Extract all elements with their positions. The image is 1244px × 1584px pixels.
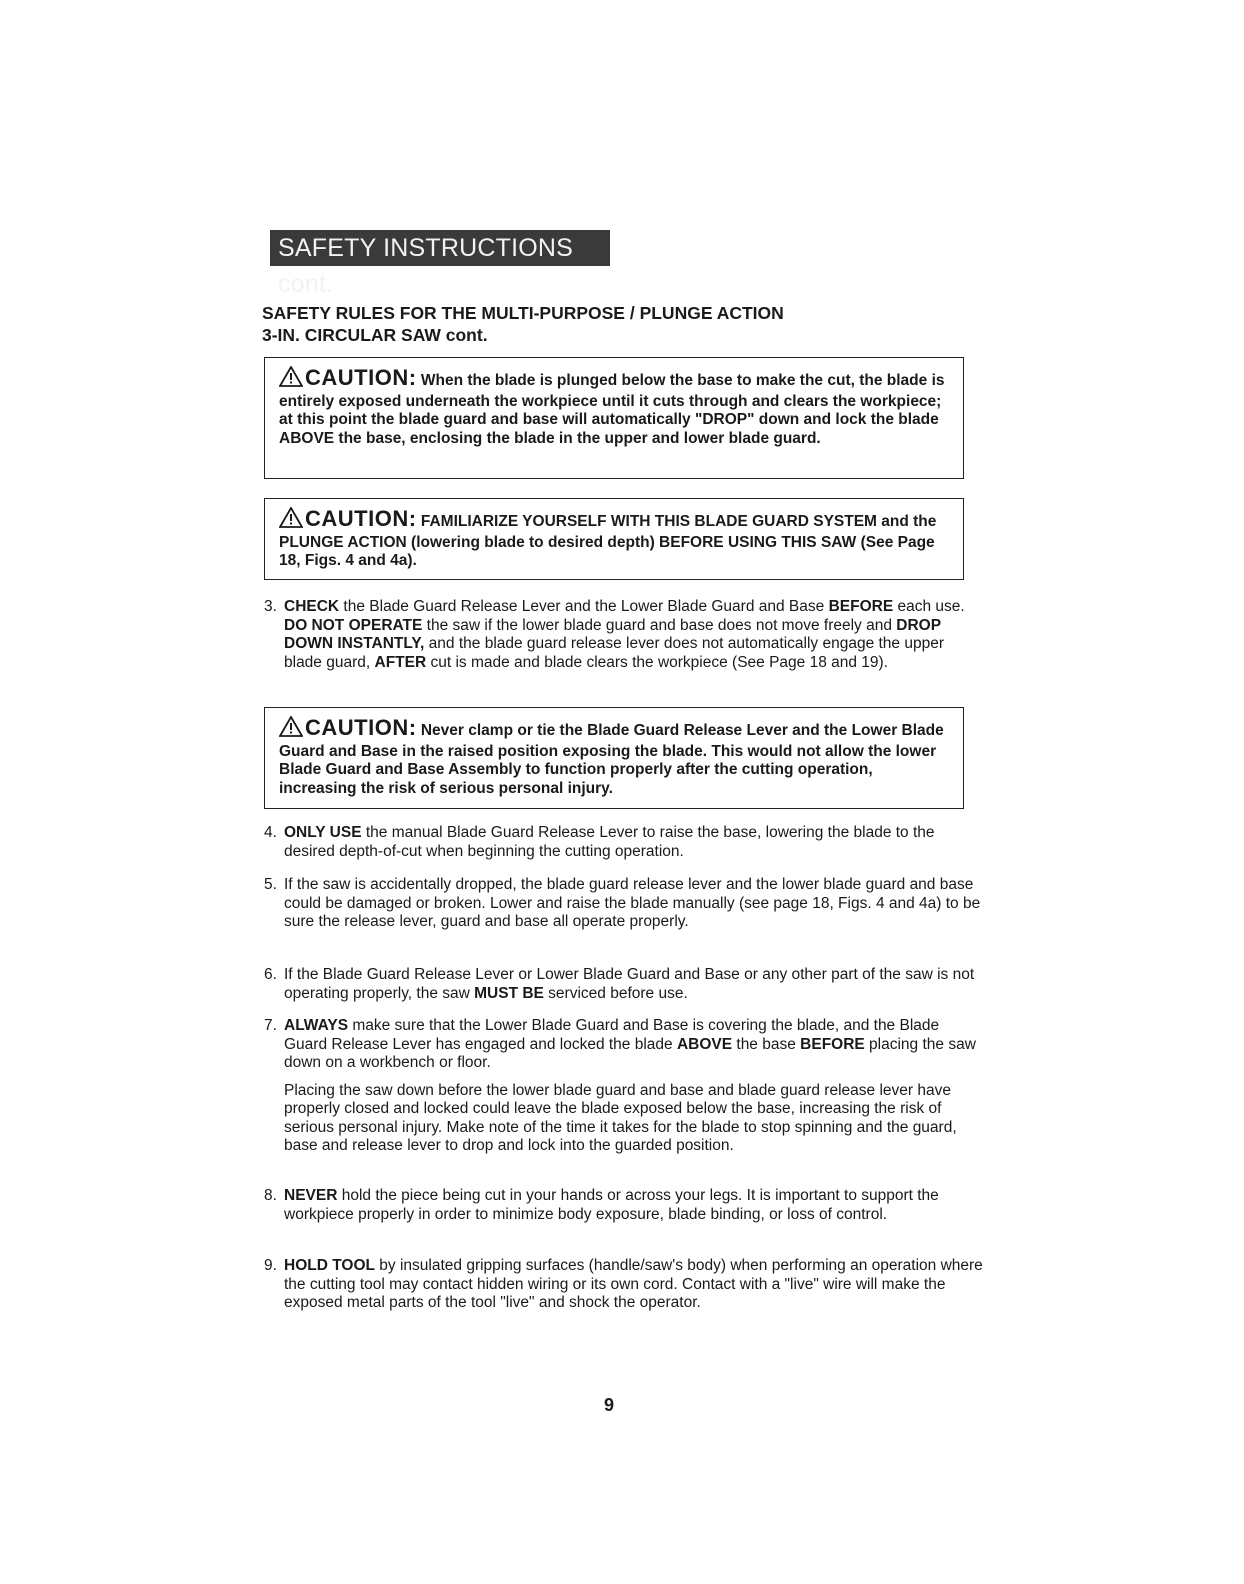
list-item-4: [264, 824, 984, 861]
page-number: 9: [604, 1395, 615, 1415]
item-number: 8.: [264, 1187, 277, 1204]
caution-text: Never clamp or tie the Blade Guard Release Lever and the Lower Blade Guard and Base in the raised position exposing the blade. This would not allow the lower Blade Guard and Base Assembly to function properly after the cutting operation, increasing the risk of serious personal injury.: [279, 722, 944, 797]
section-heading: [262, 302, 962, 346]
list-item-6: [264, 966, 984, 1003]
heading-line-1: SAFETY RULES FOR THE MULTI-PURPOSE / PLUNGE ACTION: [262, 303, 784, 323]
warning-triangle-icon: [279, 507, 303, 534]
item-text: CHECK the Blade Guard Release Lever and the Lower Blade Guard and Base BEFORE each use. DO NOT OPERATE the saw if the lower blade guard and base does not move freely and DROP DOWN INSTANTLY, and the blade guard release lever does not automatically engage the upper blade guard, AFTER cut is made and blade clears the workpiece (See Page 18 and 19).: [284, 598, 965, 671]
item-text: HOLD TOOL by insulated gripping surfaces (handle/saw's body) when performing an operation where the cutting tool may contact hidden wiring or its own cord. Contact with a "live" wire will make the exposed metal parts of the tool "live" and shock the operator.: [284, 1257, 983, 1311]
item-number: 5.: [264, 876, 277, 893]
list-item-5: [264, 876, 984, 932]
item-number: 7.: [264, 1017, 277, 1034]
item-text: If the saw is accidentally dropped, the blade guard release lever and the lower blade guard and base could be damaged or broken. Lower and raise the blade manually (see page 18, Figs. 4 and 4a) to be sure the release lever, guard and base all operate properly.: [284, 876, 981, 930]
caution-label: CAUTION:: [305, 365, 417, 390]
item-text: NEVER hold the piece being cut in your hands or across your legs. It is important to support the workpiece properly in order to minimize body exposure, blade binding, or loss of control.: [284, 1187, 939, 1223]
caution-box-2: [264, 498, 964, 580]
caution-box-1: [264, 357, 964, 479]
list-item-7: [264, 1017, 984, 1156]
item-text: ALWAYS make sure that the Lower Blade Guard and Base is covering the blade, and the Blade Guard Release Lever has engaged and locked the blade ABOVE the base BEFORE placing the saw down on a workbench or floor.: [284, 1017, 976, 1071]
item-number: 9.: [264, 1257, 277, 1274]
item-number: 4.: [264, 824, 277, 841]
list-item-8: [264, 1187, 984, 1224]
item-paragraph: Placing the saw down before the lower blade guard and base and blade guard release lever have properly closed and locked could leave the blade exposed below the base, increasing the risk of serious personal injury. Make note of the time it takes for the blade to stop spinning and the guard, base and release lever to drop and lock into the guarded position.: [284, 1081, 957, 1154]
section-banner: SAFETY INSTRUCTIONS cont.: [270, 230, 610, 266]
item-number: 3.: [264, 598, 277, 615]
warning-triangle-icon: [279, 366, 303, 393]
caution-label: CAUTION:: [305, 715, 417, 740]
item-text: ONLY USE the manual Blade Guard Release Lever to raise the base, lowering the blade to the desired depth-of-cut when beginning the cutting operation.: [284, 824, 935, 860]
caution-text: FAMILIARIZE YOURSELF WITH THIS BLADE GUARD SYSTEM and the PLUNGE ACTION (lowering blade to desired depth) BEFORE USING THIS SAW (See Page 18, Figs. 4 and 4a).: [279, 513, 937, 569]
caution-label: CAUTION:: [305, 506, 417, 531]
list-item-9: [264, 1257, 984, 1313]
caution-box-3: [264, 707, 964, 809]
caution-text: When the blade is plunged below the base to make the cut, the blade is entirely exposed underneath the workpiece until it cuts through and clears the workpiece; at this point the blade guard and base will automatically "DROP" down and lock the blade ABOVE the base, enclosing the blade in the upper and lower blade guard.: [279, 372, 945, 447]
list-item-3: [264, 598, 984, 672]
warning-triangle-icon: [279, 716, 303, 743]
heading-line-2: 3-IN. CIRCULAR SAW cont.: [262, 325, 488, 345]
item-text: If the Blade Guard Release Lever or Lower Blade Guard and Base or any other part of the saw is not operating properly, the saw MUST BE serviced before use.: [284, 966, 975, 1002]
item-number: 6.: [264, 966, 277, 983]
